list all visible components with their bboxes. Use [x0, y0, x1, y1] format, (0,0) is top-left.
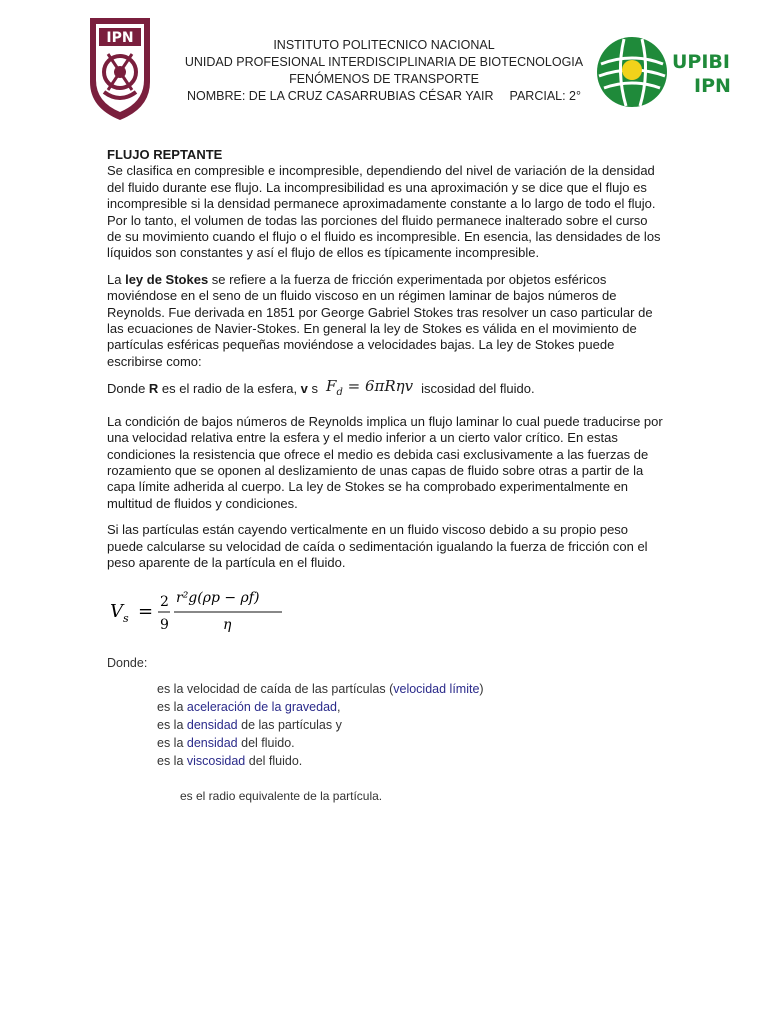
- paragraph-4: La condición de bajos números de Reynolds implica un flujo laminar lo cual puede traducirse por una velocidad relativa entre la esfera y el medio inferior a un cierto valor crítico. En estas condiciones la resistencia que ofrece el medio es debida casi exclusivamente a las fuerzas de rozamiento que se oponen al deslizamiento de unas capas de fluido sobre otras a partir de la capa límite adherida al cuerpo. La ley de Stokes se ha comprobado experimentalmente en multitud de fluidos y condiciones.: [107, 413, 663, 511]
- header-text: [170, 37, 598, 105]
- svg-text:r²g(ρp − ρf): r²g(ρp − ρf): [176, 590, 260, 606]
- unit-name: UNIDAD PROFESIONAL INTERDISCIPLINARIA DE BIOTECNOLOGIA: [184, 55, 584, 69]
- paragraph-3: [107, 377, 663, 403]
- paragraph-1: Se clasifica en compresible e incompresible, dependiendo del nivel de variación de la densidad del fluido durante ese flujo. La incompresibilidad es una aproximación y se dice que el flujo es incompresible si la densidad permanece aproximadamente constante a lo largo de todo el flujo. Por lo tanto, el volumen de todas las porciones del fluido permanece inalterado sobre el curso de su movimiento cuando el flujo o el fluido es incompresible. En esencia, las densidades de los líquidos son constantes y así el flujo de ellos es típicamente incompresible.: [107, 163, 661, 261]
- def-2-end: ,: [337, 700, 341, 714]
- main-content: [107, 147, 663, 581]
- donde-label: Donde:: [107, 656, 148, 670]
- link-viscosidad[interactable]: viscosidad: [186, 754, 246, 768]
- stokes-formula: [322, 378, 417, 401]
- svg-text:s: s: [123, 612, 129, 625]
- def-5-end: del fluido.: [245, 754, 303, 768]
- paragraph-2: [107, 272, 663, 370]
- def-5-text: es la: [157, 754, 187, 768]
- p2-post: se refiere a la fuerza de fricción experimentada por objetos esféricos moviéndose en el seno de un fluido viscoso en un régimen laminar de bajos números de Reynolds. Fue derivada en 1851 por George Gabriel Stokes tras resolver un caso particular de las ecuaciones de Navier-Stokes. En general la ley de Stokes es válida en el movimiento de partículas esféricas pequeñas moviéndose a velocidades bajas. La ley de Stokes puede escribirse como:: [107, 271, 653, 369]
- def-4-end: del fluido.: [237, 736, 295, 750]
- svg-text:=: =: [138, 601, 154, 622]
- def-1-text: es la velocidad de caída de las partículas (: [157, 682, 394, 696]
- def-velocity: [157, 680, 484, 698]
- def-3-text: es la: [157, 718, 187, 732]
- svg-text:η: η: [223, 617, 232, 633]
- ipn-logo: [84, 12, 156, 124]
- def-particle-density: [157, 716, 484, 734]
- p3-b: es el radio de la esfera,: [158, 381, 301, 397]
- parcial-label: PARCIAL: 2°: [509, 89, 582, 103]
- definitions-list: [157, 680, 484, 770]
- svg-text:2: 2: [160, 594, 169, 610]
- course-name: FENÓMENOS DE TRANSPORTE: [289, 72, 479, 86]
- student-name: NOMBRE: DE LA CRUZ CASARRUBIAS CÉSAR YAIR: [186, 89, 494, 103]
- section-title: FLUJO REPTANTE: [107, 147, 223, 162]
- p3-a: Donde: [107, 381, 149, 397]
- p3-d: iscosidad del fluido.: [421, 381, 535, 397]
- def-radius: es el radio equivalente de la partícula.: [180, 789, 383, 803]
- svg-text:IPN: IPN: [694, 75, 731, 97]
- svg-text:V: V: [110, 601, 123, 622]
- p3-r: R: [148, 381, 159, 397]
- def-viscosity: [157, 752, 484, 770]
- link-velocidad-limite[interactable]: velocidad límite: [393, 682, 480, 696]
- p2-pre: La: [107, 271, 126, 287]
- link-densidad-fluido[interactable]: densidad: [186, 736, 238, 750]
- page-header: [0, 0, 768, 130]
- student-line: [170, 88, 598, 105]
- institute-name: INSTITUTO POLITECNICO NACIONAL: [273, 38, 495, 52]
- def-2-text: es la: [157, 700, 187, 714]
- def-fluid-density: [157, 734, 484, 752]
- link-aceleracion-gravedad[interactable]: aceleración de la gravedad: [186, 700, 337, 714]
- p3-c: s: [311, 381, 319, 397]
- def-gravity: [157, 698, 484, 716]
- svg-text:9: 9: [160, 617, 169, 633]
- def-3-end: de las partículas y: [237, 718, 342, 732]
- paragraph-5: Si las partículas están cayendo verticalmente en un fluido viscoso debido a su propio peso puede calcularse su velocidad de caída o sedimentación igualando la fuerza de fricción con el peso aparente de la partícula en el fluido.: [107, 522, 648, 570]
- upibi-logo: [596, 34, 736, 112]
- p3-v: v: [300, 381, 308, 397]
- sedimentation-formula: [110, 583, 310, 639]
- def-4-text: es la: [157, 736, 187, 750]
- formula-d: d: [336, 387, 343, 399]
- def-1-end: ): [479, 682, 484, 696]
- svg-text:IPN: IPN: [106, 30, 134, 46]
- formula-rhs: = 6πRηv: [342, 377, 414, 396]
- link-densidad-particulas[interactable]: densidad: [186, 718, 238, 732]
- svg-text:UPIBI: UPIBI: [672, 51, 730, 73]
- formula-f: F: [326, 377, 337, 396]
- stokes-law-term: ley de Stokes: [125, 271, 209, 287]
